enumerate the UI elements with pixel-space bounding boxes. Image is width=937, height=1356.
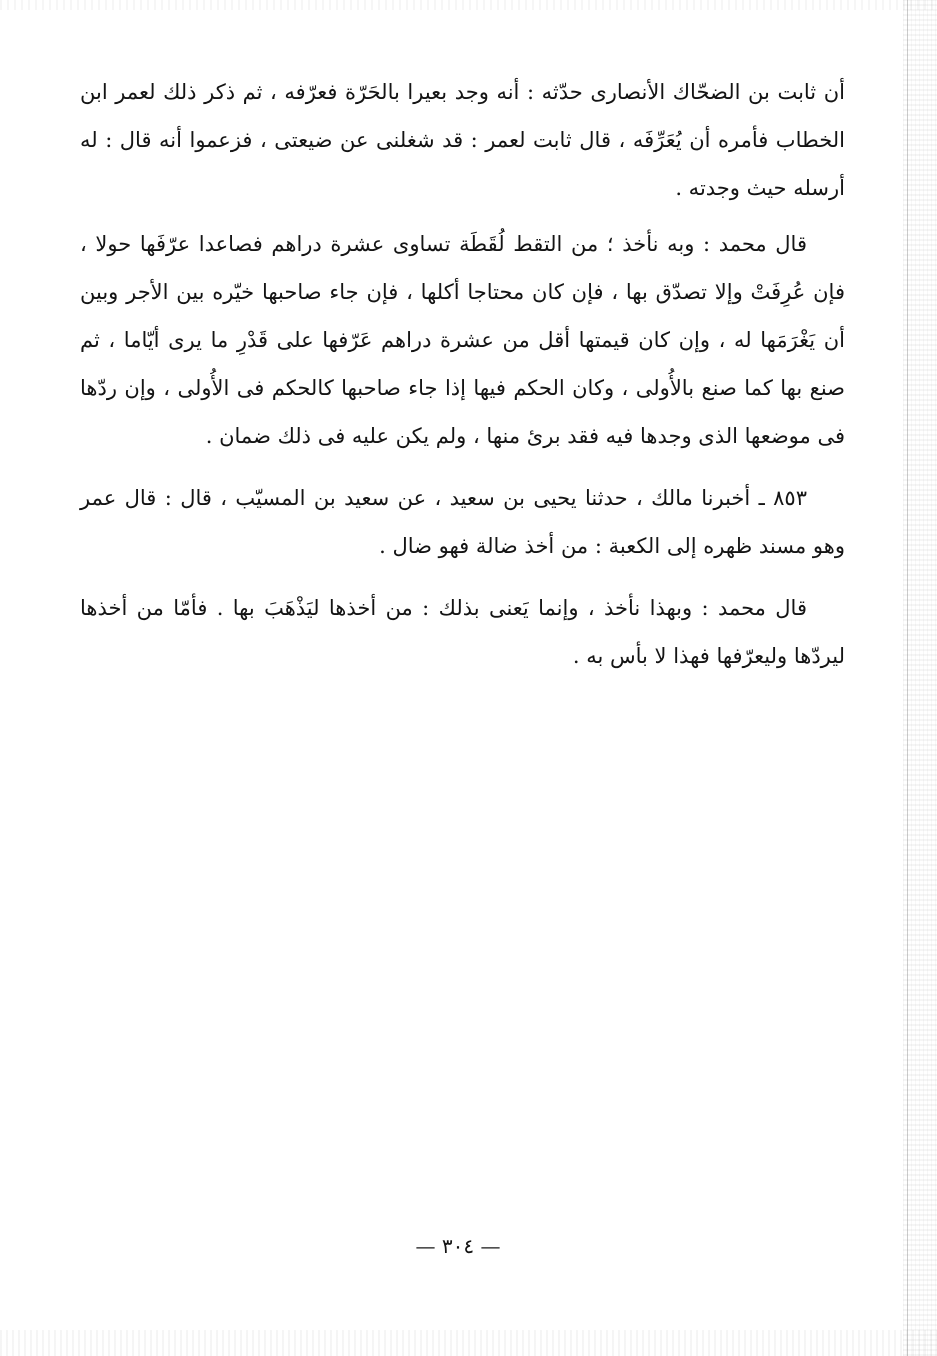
paragraph-hadith-continuation: أن ثابت بن الضحّاك الأنصارى حدّثه : أنه وجد بعيرا بالحَرّة فعرّفه ، ثم ذكر ذلك لعمر ابن الخطاب فأمره أن يُعَرِّفَه ، قال ثابت لعمر : قد شغلنى عن ضيعتى ، فزعموا أنه قال : له أرسله حيث وجدته . <box>80 80 845 200</box>
paragraph-hadith-853: ٨٥٣ ـ أخبرنا مالك ، حدثنا يحيى بن سعيد ، عن سعيد بن المسيّب ، قال : قال عمر وهو مسند ظهره إلى الكعبة : من أخذ ضالة فهو ضال . <box>80 486 845 558</box>
paragraph-commentary-muhammad: قال محمد : وبه نأخذ ؛ من التقط لُقَطَة تساوى عشرة دراهم فصاعدا عرّفَها حولا ، فإن عُرِفَتْ وإلا تصدّق بها ، فإن كان محتاجا أكلها ، فإن جاء صاحبها خيّره بين الأجر وبين أن يَغْرَمَها له ، وإن كان قيمتها أقل من عشرة دراهم عَرّفها على قَدْرِ ما يرى أيّاما ، ثم صنع بها كما صنع بالأُولى ، وكان الحكم فيها إذا جاء صاحبها كالحكم فى الأُولى ، وإن ردّها فى موضعها الذى وجدها فيه فقد برئ منها ، ولم يكن عليه فى ذلك ضمان . <box>80 232 845 448</box>
paragraph-commentary-final: قال محمد : وبهذا نأخذ ، وإنما يَعنى بذلك : من أخذها ليَذْهَبَ بها . فأمّا من أخذها ليردّها وليعرّفها فهذا لا بأس به . <box>80 596 845 668</box>
scan-edge-bottom <box>0 1330 937 1356</box>
page-number: — ٣٠٤ — <box>415 1234 501 1258</box>
scan-edge-right <box>903 0 937 1356</box>
body-text <box>80 68 845 680</box>
scan-edge-top <box>0 0 937 10</box>
